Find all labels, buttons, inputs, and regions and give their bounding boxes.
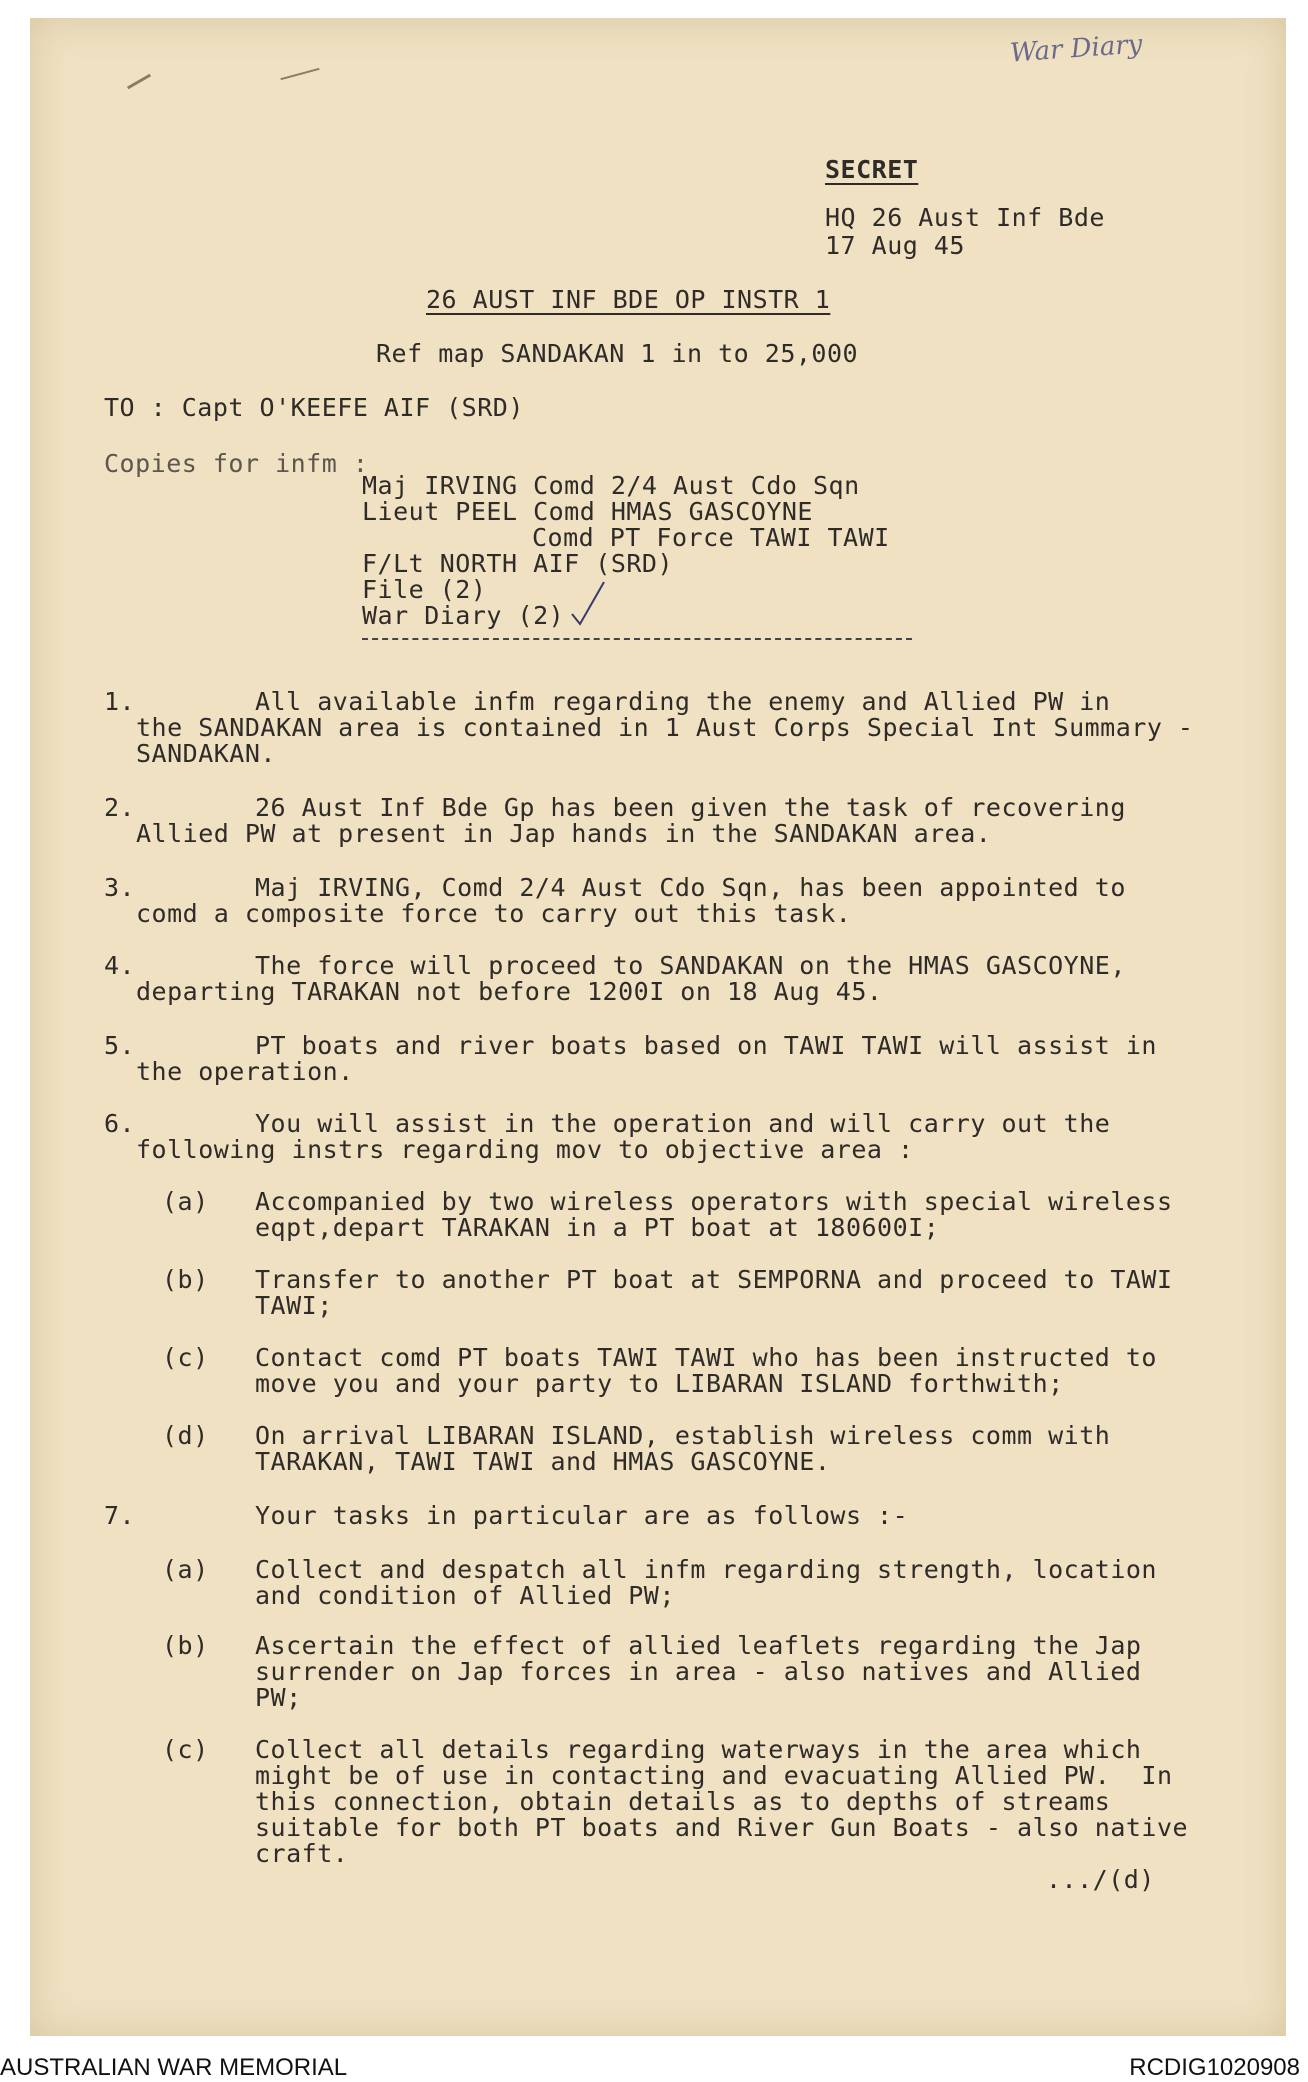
- paragraph-line: the operation.: [136, 1057, 354, 1086]
- paragraph-line: following instrs regarding mov to objective area :: [136, 1135, 914, 1164]
- paragraph-line: The force will proceed to SANDAKAN on the HMAS GASCOYNE,: [255, 951, 1126, 980]
- paragraph-line: PT boats and river boats based on TAWI TAWI will assist in: [255, 1031, 1157, 1060]
- item-label: (c): [162, 1343, 209, 1372]
- item-label: (d): [162, 1421, 209, 1450]
- date-line: 17 Aug 45: [825, 231, 965, 260]
- paragraph-number: 6.: [104, 1109, 136, 1138]
- document-title: 26 AUST INF BDE OP INSTR 1: [426, 285, 831, 314]
- item-label: (c): [162, 1735, 209, 1764]
- item-line: suitable for both PT boats and River Gun Boats - also native: [255, 1813, 1189, 1842]
- paragraph-line: All available infm regarding the enemy and Allied PW in: [255, 687, 1111, 716]
- paragraph-number: 4.: [104, 951, 136, 980]
- ref-map-line: Ref map SANDAKAN 1 in to 25,000: [376, 339, 859, 368]
- item-line: Collect all details regarding waterways in the area which: [255, 1735, 1142, 1764]
- divider-line: [362, 638, 912, 640]
- footer-source: AUSTRALIAN WAR MEMORIAL: [0, 2054, 348, 2081]
- item-line: surrender on Jap forces in area - also natives and Allied: [255, 1657, 1142, 1686]
- distribution-item: Lieut PEEL Comd HMAS GASCOYNE: [362, 497, 813, 526]
- item-line: and condition of Allied PW;: [255, 1581, 675, 1610]
- paragraph-line: SANDAKAN.: [136, 739, 276, 768]
- continuation-marker: .../(d): [1046, 1865, 1155, 1894]
- paragraph-line: You will assist in the operation and will carry out the: [255, 1109, 1111, 1138]
- item-line: craft.: [255, 1839, 349, 1868]
- copies-label: Copies for infm :: [104, 449, 369, 478]
- item-line: eqpt,depart TARAKAN in a PT boat at 180600I;: [255, 1213, 940, 1242]
- item-line: PW;: [255, 1683, 302, 1712]
- item-line: Ascertain the effect of allied leaflets regarding the Jap: [255, 1631, 1142, 1660]
- item-label: (b): [162, 1631, 209, 1660]
- item-line: might be of use in contacting and evacuating Allied PW. In: [255, 1761, 1173, 1790]
- item-line: Transfer to another PT boat at SEMPORNA and proceed to TAWI: [255, 1265, 1173, 1294]
- item-line: Collect and despatch all infm regarding strength, location: [255, 1555, 1157, 1584]
- item-label: (a): [162, 1187, 209, 1216]
- paragraph-number: 7.: [104, 1501, 136, 1530]
- item-line: TARAKAN, TAWI TAWI and HMAS GASCOYNE.: [255, 1447, 831, 1476]
- footer-id: RCDIG1020908: [1129, 2054, 1300, 2081]
- archive-footer: [0, 2054, 1308, 2082]
- paragraph-number: 5.: [104, 1031, 136, 1060]
- paragraph-line: Your tasks in particular are as follows :-: [255, 1501, 909, 1530]
- distribution-item: Maj IRVING Comd 2/4 Aust Cdo Sqn: [362, 471, 860, 500]
- hq-line: HQ 26 Aust Inf Bde: [825, 203, 1105, 232]
- item-line: On arrival LIBARAN ISLAND, establish wireless comm with: [255, 1421, 1111, 1450]
- paragraph-line: comd a composite force to carry out this task.: [136, 899, 852, 928]
- distribution-item: File (2): [362, 575, 487, 604]
- paragraph-line: 26 Aust Inf Bde Gp has been given the task of recovering: [255, 793, 1126, 822]
- classification-label: SECRET: [825, 155, 919, 184]
- paragraph-number: 1.: [104, 687, 136, 716]
- distribution-item: War Diary (2): [362, 601, 565, 630]
- paragraph-line: the SANDAKAN area is contained in 1 Aust Corps Special Int Summary -: [136, 713, 1194, 742]
- tick-mark: [568, 578, 608, 628]
- item-label: (a): [162, 1555, 209, 1584]
- paragraph-number: 3.: [104, 873, 136, 902]
- item-line: Contact comd PT boats TAWI TAWI who has been instructed to: [255, 1343, 1157, 1372]
- ink-smudge: [280, 68, 319, 80]
- paragraph-line: departing TARAKAN not before 1200I on 18 Aug 45.: [136, 977, 883, 1006]
- item-line: this connection, obtain details as to depths of streams: [255, 1787, 1111, 1816]
- item-line: TAWI;: [255, 1291, 333, 1320]
- document-page: [30, 18, 1286, 2036]
- item-line: move you and your party to LIBARAN ISLAND forthwith;: [255, 1369, 1064, 1398]
- paragraph-line: Maj IRVING, Comd 2/4 Aust Cdo Sqn, has been appointed to: [255, 873, 1126, 902]
- distribution-item: Comd PT Force TAWI TAWI: [532, 523, 890, 552]
- distribution-item: F/Lt NORTH AIF (SRD): [362, 549, 674, 578]
- handwritten-note: War Diary: [1009, 29, 1144, 69]
- item-line: Accompanied by two wireless operators with special wireless: [255, 1187, 1173, 1216]
- ink-smudge: [127, 74, 151, 90]
- paragraph-line: Allied PW at present in Jap hands in the SANDAKAN area.: [136, 819, 992, 848]
- to-line: TO : Capt O'KEEFE AIF (SRD): [104, 393, 524, 422]
- item-label: (b): [162, 1265, 209, 1294]
- paragraph-number: 2.: [104, 793, 136, 822]
